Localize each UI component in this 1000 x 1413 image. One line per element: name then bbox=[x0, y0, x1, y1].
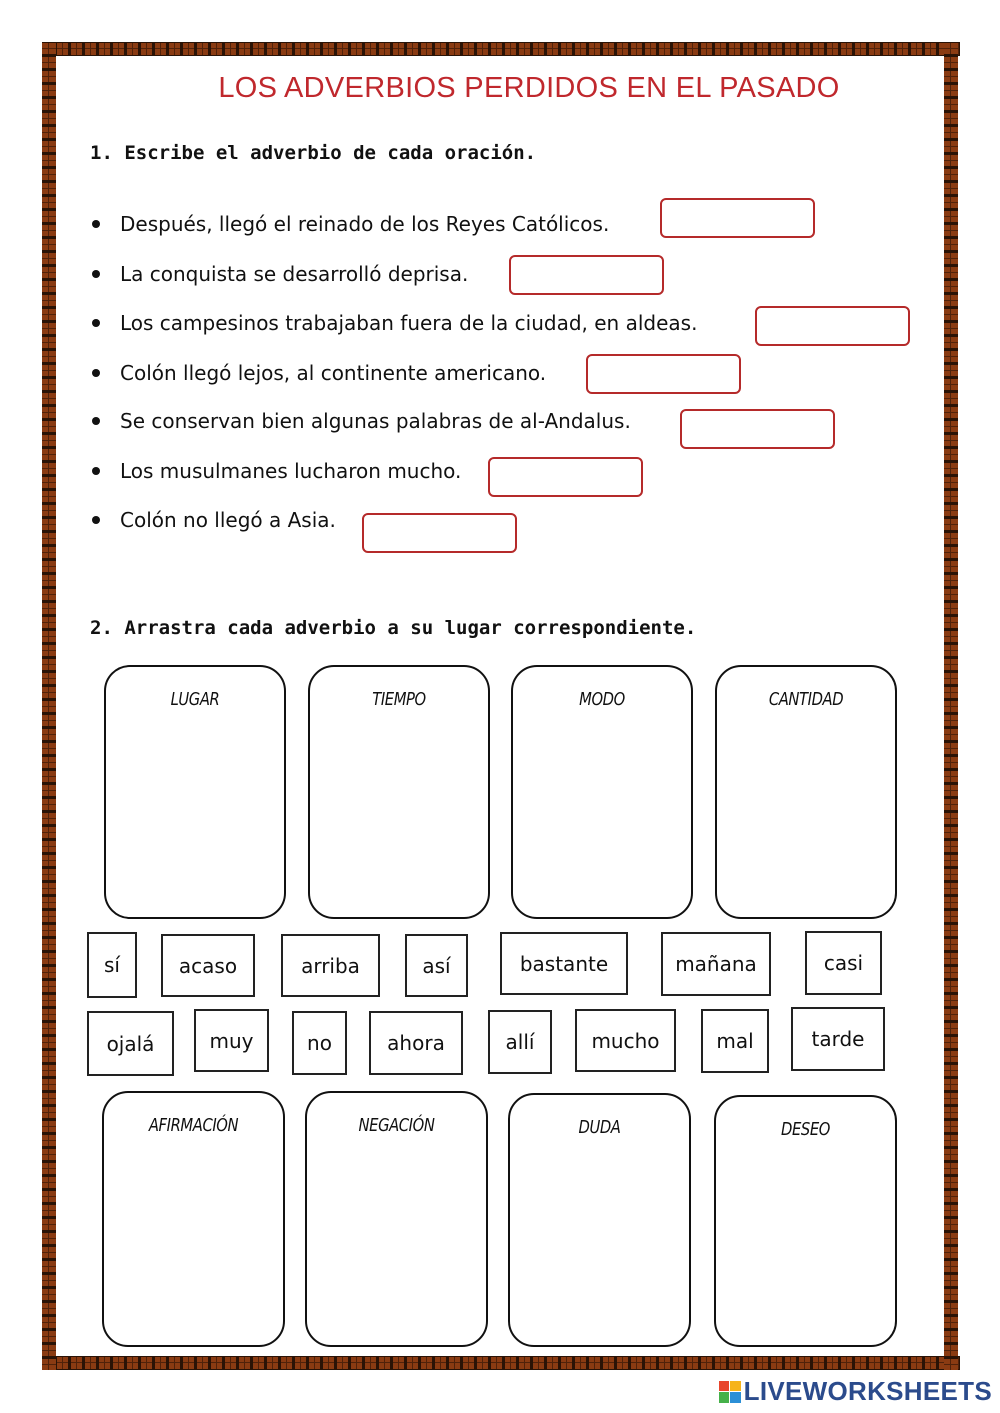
drop-zone-duda[interactable] bbox=[508, 1093, 691, 1347]
sentence-item bbox=[92, 459, 461, 483]
drop-zone-afirmacion[interactable] bbox=[102, 1091, 285, 1347]
word-chip[interactable]: bastante bbox=[500, 932, 628, 995]
answer-input-4[interactable] bbox=[586, 354, 741, 394]
drop-zone-negacion[interactable] bbox=[305, 1091, 488, 1347]
word-chip[interactable]: mal bbox=[701, 1009, 769, 1073]
sentence-item bbox=[92, 262, 468, 286]
category-label: MODO bbox=[579, 689, 625, 710]
bullet-icon bbox=[92, 369, 100, 377]
sentence-text: Los campesinos trabajaban fuera de la ciudad, en aldeas. bbox=[120, 311, 698, 335]
bullet-icon bbox=[92, 516, 100, 524]
sentence-text: Se conservan bien algunas palabras de al-Andalus. bbox=[120, 409, 631, 433]
sentence-item bbox=[92, 508, 336, 532]
word-chip[interactable]: arriba bbox=[281, 934, 380, 997]
word-chip[interactable]: ojalá bbox=[87, 1011, 174, 1076]
category-label: NEGACIÓN bbox=[358, 1115, 435, 1136]
sentence-text: Colón no llegó a Asia. bbox=[120, 508, 336, 532]
answer-input-7[interactable] bbox=[362, 513, 517, 553]
word-chip[interactable]: mañana bbox=[661, 932, 771, 996]
word-chip[interactable]: así bbox=[405, 934, 468, 997]
sentence-text: Los musulmanes lucharon mucho. bbox=[120, 459, 462, 483]
word-chip[interactable]: allí bbox=[488, 1010, 552, 1074]
sentence-item bbox=[92, 212, 609, 236]
exercise-2-heading: 2. Arrastra cada adverbio a su lugar correspondiente. bbox=[90, 617, 697, 639]
liveworksheets-logo bbox=[719, 1376, 992, 1407]
sentence-item bbox=[92, 311, 697, 335]
category-label: DUDA bbox=[578, 1117, 621, 1138]
category-label: TIEMPO bbox=[372, 689, 426, 710]
bullet-icon bbox=[92, 417, 100, 425]
answer-input-2[interactable] bbox=[509, 255, 664, 295]
word-chip[interactable]: muy bbox=[194, 1009, 269, 1072]
word-chip[interactable]: casi bbox=[805, 931, 882, 995]
bullet-icon bbox=[92, 319, 100, 327]
decorative-border-right bbox=[944, 42, 958, 1370]
answer-input-5[interactable] bbox=[680, 409, 835, 449]
answer-input-1[interactable] bbox=[660, 198, 815, 238]
sentence-item bbox=[92, 409, 631, 433]
drop-zone-tiempo[interactable] bbox=[308, 665, 490, 919]
sentence-text: La conquista se desarrolló deprisa. bbox=[120, 262, 469, 286]
word-chip[interactable]: sí bbox=[87, 932, 137, 998]
drop-zone-lugar[interactable] bbox=[104, 665, 286, 919]
decorative-border-bottom bbox=[42, 1356, 960, 1370]
bullet-icon bbox=[92, 467, 100, 475]
decorative-border-left bbox=[42, 42, 56, 1370]
drop-zone-modo[interactable] bbox=[511, 665, 693, 919]
answer-input-6[interactable] bbox=[488, 457, 643, 497]
exercise-1-heading: 1. Escribe el adverbio de cada oración. bbox=[90, 142, 537, 164]
word-chip[interactable]: ahora bbox=[369, 1011, 463, 1075]
word-chip[interactable]: no bbox=[292, 1011, 347, 1075]
word-chip[interactable]: tarde bbox=[791, 1007, 885, 1071]
word-chip[interactable]: acaso bbox=[161, 934, 255, 997]
drop-zone-cantidad[interactable] bbox=[715, 665, 897, 919]
logo-text: LIVEWORKSHEETS bbox=[743, 1376, 992, 1406]
word-chip[interactable]: mucho bbox=[575, 1009, 676, 1072]
category-label: LUGAR bbox=[170, 689, 220, 710]
answer-input-3[interactable] bbox=[755, 306, 910, 346]
drop-zone-deseo[interactable] bbox=[714, 1095, 897, 1347]
page-title: LOS ADVERBIOS PERDIDOS EN EL PASADO bbox=[218, 72, 840, 104]
category-label: DESEO bbox=[781, 1119, 830, 1140]
sentence-item bbox=[92, 361, 546, 385]
sentence-text: Colón llegó lejos, al continente americano. bbox=[120, 361, 547, 385]
decorative-border-top bbox=[42, 42, 960, 56]
category-label: CANTIDAD bbox=[768, 689, 844, 710]
bullet-icon bbox=[92, 270, 100, 278]
bullet-icon bbox=[92, 220, 100, 228]
sentence-text: Después, llegó el reinado de los Reyes Católicos. bbox=[120, 212, 610, 236]
category-label: AFIRMACIÓN bbox=[148, 1115, 239, 1136]
liveworksheets-icon bbox=[719, 1381, 741, 1403]
